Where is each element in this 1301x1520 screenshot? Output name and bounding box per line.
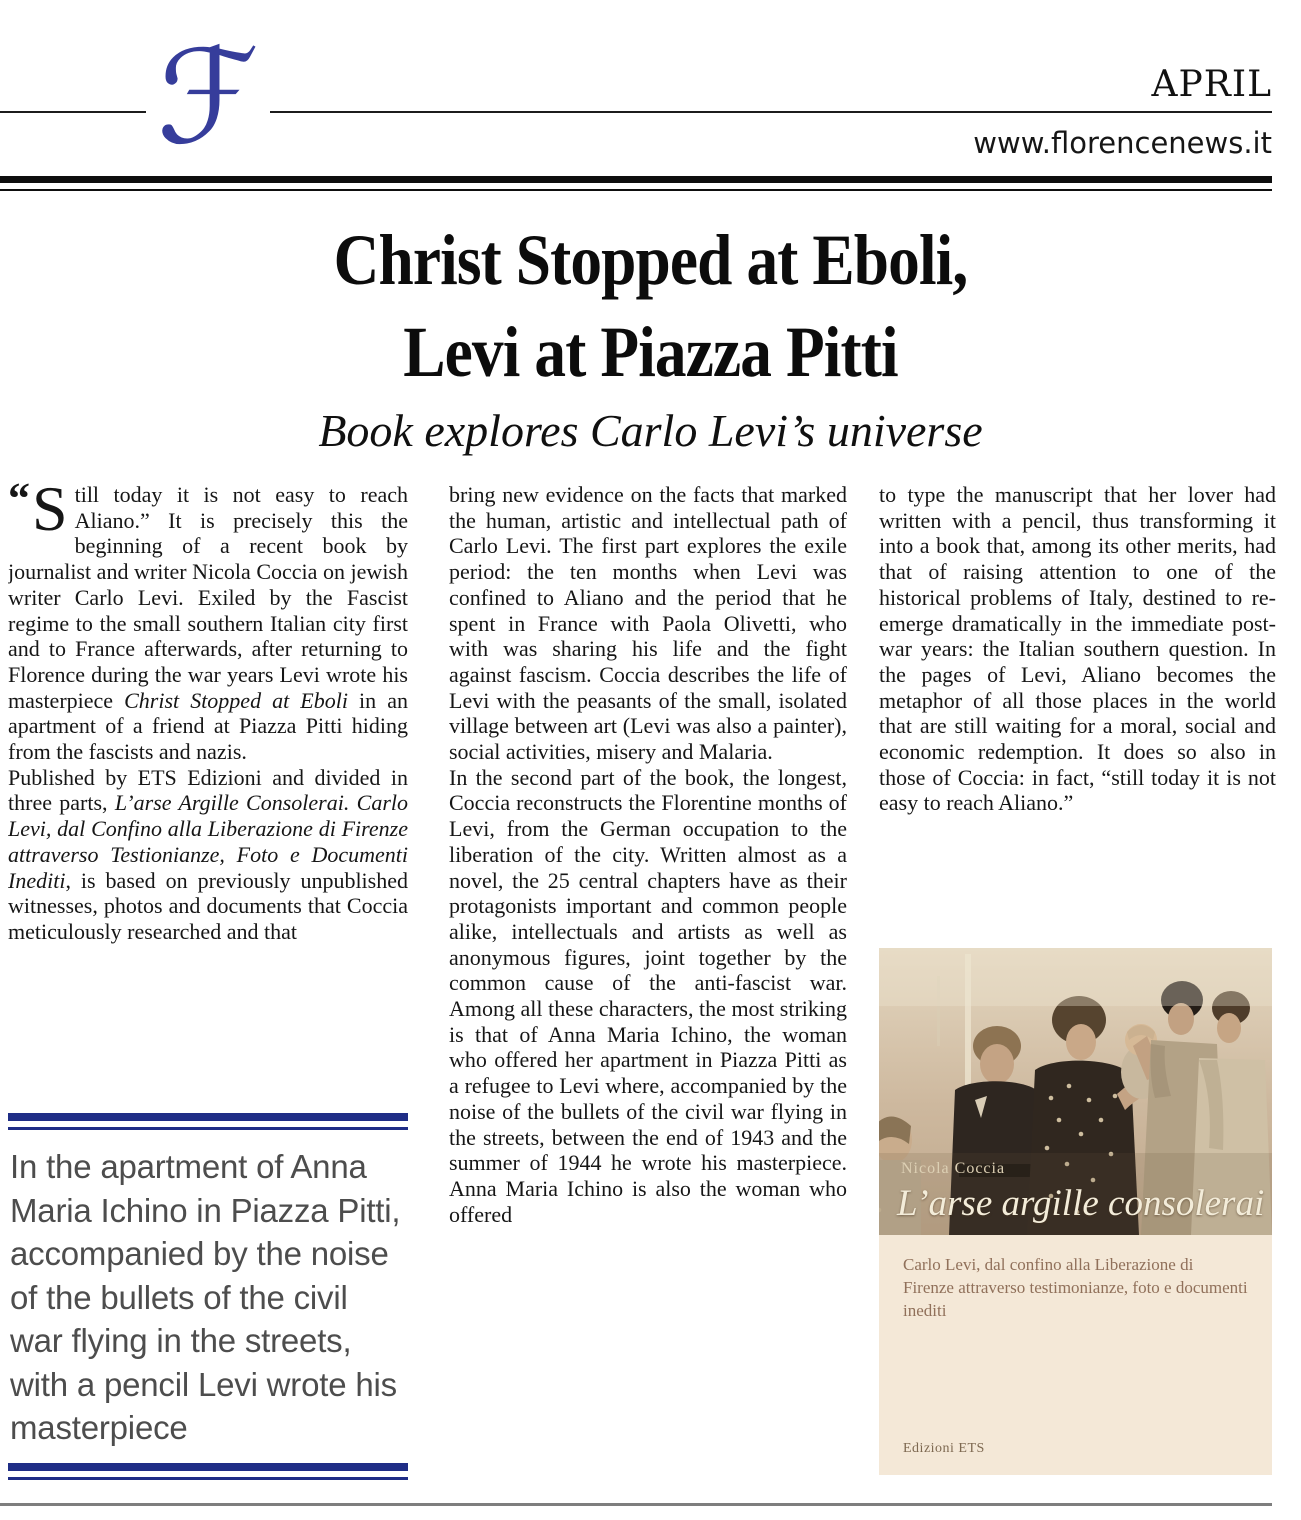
- pull-quote: [8, 1113, 408, 1480]
- paragraph: [8, 765, 408, 945]
- issue-month: APRIL: [1151, 64, 1272, 105]
- pull-quote-rule-bottom-thin: [8, 1477, 408, 1480]
- headline-line-1: Christ Stopped at Eboli,: [333, 220, 968, 300]
- article-column-3: [879, 482, 1276, 950]
- masthead-logo: [146, 22, 270, 172]
- pull-quote-text: In the apartment of Anna Maria Ichino in Piazza Pitti, accompanied by the noise of the bullets of the civil war flying in the streets, with a pencil Levi wrote his masterpiece: [10, 1148, 401, 1446]
- book-cover-photo: [879, 948, 1272, 1235]
- paragraph: [8, 482, 408, 765]
- article-headline: [0, 214, 1301, 398]
- cover-author: Nicola Coccia: [901, 1160, 1006, 1177]
- opening-quote-mark: “: [8, 482, 30, 523]
- pull-quote-rule-top-thick: [8, 1113, 408, 1121]
- drop-cap: S: [32, 482, 68, 544]
- cover-publisher: Edizioni ETS: [903, 1441, 985, 1456]
- page-bottom-rule: [0, 1503, 1272, 1506]
- cover-title: L’arse argille consolerai: [897, 1183, 1265, 1224]
- masthead-divider-thick: [0, 176, 1272, 183]
- paragraph-text: till today it is not easy to reach Aliano.” It is precisely this the beginning of a recent book by journalist and writer Nicola Coccia on jewish writer Carlo Levi. Exiled by the Fascist regime to the small southern Italian city first and to France afterwards, after returning to Florence during the war years Levi wrote his masterpiece Christ Stopped at Eboli in an apartment of a friend at Piazza Pitti hiding from the fascists and nazis.: [8, 482, 408, 765]
- pull-quote-rule-bottom-thick: [8, 1463, 408, 1471]
- masthead-divider-thin: [0, 189, 1272, 191]
- site-url: www.florencenews.it: [973, 126, 1272, 160]
- paragraph: In the second part of the book, the longest, Coccia reconstructs the Florentine months of Levi, from the German occupation to the liberation of the city. Written almost as a novel, the 25 central chapters have as their protagonists important and common people alike, intellectuals and artists as well as anonymous figures, joint together by the common cause of the anti-fascist war. Among all these characters, the most striking is that of Anna Maria Ichino, the woman who offered her apartment in Piazza Pitti as a refugee to Levi where, accompanied by the noise of the bullets of the civil war flying in the streets, between the end of 1943 and the summer of 1944 he wrote his masterpiece. Anna Maria Ichino is also the woman who offered: [449, 764, 847, 1227]
- article-column-1: [8, 482, 408, 1108]
- paragraph: to type the manuscript that her lover had written with a pencil, thus transforming it into a book that, among its other merits, had that of raising attention to one of the historical problems of Italy, destined to re-emerge dramatically in the immediate post-war years: the Italian southern question. In the pages of Levi, Aliano becomes the metaphor of all those places in the world that are still waiting for a moral, social and economic redemption. It does so also in those of Coccia: in fact, “still today it is not easy to reach Aliano.”: [879, 482, 1276, 816]
- paragraph: bring new evidence on the facts that marked the human, artistic and intellectual path of Carlo Levi. The first part explores the exile period: the ten months when Levi was confined to Aliano and the period that he spent in France with Paola Olivetti, who with was sharing his life and the fight against fascism. Coccia describes the life of Levi with the peasants of the small, isolated village between art (Levi was also a painter), social activities, misery and Malaria.: [449, 482, 847, 765]
- pull-quote-rule-top-thin: [8, 1127, 408, 1130]
- cover-caption: Carlo Levi, dal confino alla Liberazione di Firenze attraverso testimonianze, foto e documenti inediti: [903, 1255, 1248, 1320]
- cover-caption-area: [879, 1235, 1272, 1475]
- book-cover: [879, 948, 1272, 1475]
- headline-line-2: Levi at Piazza Pitti: [403, 312, 898, 392]
- article-subtitle: Book explores Carlo Levi’s universe: [318, 405, 983, 456]
- florence-news-logo-icon: ℱ: [156, 21, 260, 173]
- article-column-2: [449, 482, 847, 1508]
- paragraph-text: Published by ETS Edizioni and divided in three parts, L’arse Argille Consolerai. Carlo Levi, dal Confino alla Liberazione di Firenze attraverso Testionianze, Foto e Documenti Inediti, is based on previously unpublished witnesses, photos and documents that Coccia meticulously researched and that: [8, 764, 408, 944]
